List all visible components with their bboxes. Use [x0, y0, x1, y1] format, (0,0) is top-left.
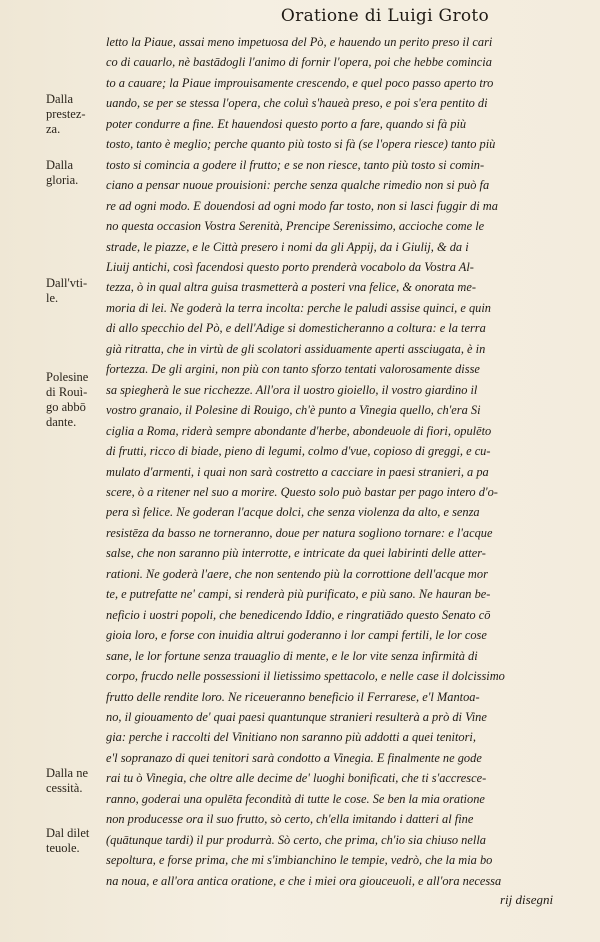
body-line: co di cauarlo, nè bastādogli l'animo di fornir l'opera, poi che hebbe comincia [106, 55, 492, 70]
body-line: pera sì felice. Ne goderan l'acque dolci, che senza violenza da alto, e senza [106, 505, 480, 520]
body-line: sane, le lor fortune senza trauaglio di mente, e le lor vite senza infirmità di [106, 648, 478, 663]
body-line: ciano a pensar nuoue prouisioni: perche senza qualche rimedio non si può fa [106, 178, 490, 193]
body-line: no questa occasion Vostra Serenità, Prencipe Serenissimo, accioche come le [106, 219, 485, 234]
body-line: na noua, e all'ora antica oratione, e che i miei ora giouceuoli, e all'ora necessa [106, 873, 502, 888]
body-line: di frutti, ricco di biade, pieno di legumi, colmo d'vue, copioso di greggi, e cu- [106, 444, 491, 459]
body-line: ranno, goderai una opulēta fecondità di tutte le cose. Se ben la mia oratione [106, 791, 485, 806]
body-line: moria di lei. Ne goderà la terra incolta: perche le paludi assise quinci, e quin [106, 300, 491, 315]
margin-note-line: gloria. [46, 173, 79, 187]
margin-note-line: za. [46, 122, 61, 136]
margin-note-utile [46, 276, 106, 306]
margin-note-line: dante. [46, 415, 77, 429]
body-line: poter condurre a fine. Et hauendosi questo porto a fare, quando si fà più [106, 116, 467, 131]
body-line: frutto delle rendite loro. Ne riceueranno beneficio il Ferrarese, e'l Mantoa- [106, 689, 480, 704]
body-line: già ritratta, che in virtù de gli scolatori assiduamente aperti assciugata, è in [106, 341, 486, 356]
margin-note-line: Dalla [46, 92, 74, 106]
body-text [106, 32, 594, 891]
body-line: fortezza. De gli argini, non più con tanto sforzo tentati valorosamente disse [106, 362, 480, 377]
margin-note-line: Dall'vti- [46, 276, 88, 290]
margin-note-line: Polesine [46, 370, 89, 384]
margin-note-line: cessità. [46, 781, 83, 795]
body-line: gioia loro, e forse con inuidia altrui goderanno i lor campi fertili, le lor cose [106, 628, 487, 643]
body-line: tosto si comincia a godere il frutto; e se non riesce, tanto più tosto si comin- [106, 157, 485, 172]
body-line: non producesse ora il suo frutto, sò certo, ch'ella imitando i datteri al fine [106, 812, 474, 827]
body-line: uando, se per se stessa l'opera, che coluì s'haueà preso, e poi s'era pentito di [106, 96, 488, 111]
body-line: scere, ò a ritener nel suo a morire. Questo solo può bastar per pago intero d'o- [106, 484, 498, 499]
margin-note-prestezza [46, 92, 106, 137]
margin-note-polesine [46, 370, 106, 430]
margin-note-line: Dal dilet [46, 826, 90, 840]
body-line: strade, le piazze, e le Città presero i nomi da gli Appij, da i Giulij, & da i [106, 239, 469, 254]
body-line: neficio i uostri popoli, che benedicendo Iddio, e ringratiādo questo Senato cō [106, 607, 491, 622]
body-line: rai tu ò Vinegia, che oltre alle decime de' luoghi bonificati, che ti s'accresce- [106, 771, 487, 786]
body-line: te, e putrefatte ne' campi, si renderà più purificato, e più sano. Ne hauran be- [106, 587, 491, 602]
body-line: salse, che non saranno più interrotte, e intricate da quei labirinti delle atter- [106, 546, 486, 561]
body-line: gia: perche i raccolti del Vinitiano non saranno più addotti a quei tenitori, [106, 730, 476, 745]
margin-note-line: teuole. [46, 841, 80, 855]
body-line: sepoltura, e forse prima, che mi s'imbianchino le tempie, vedrò, che la mia bo [106, 853, 493, 868]
body-line: sa spiegherà le sue ricchezze. All'ora il uostro gioiello, il vostro giardino il [106, 382, 478, 397]
body-line: rationi. Ne goderà l'aere, che non sentendo più la corrottione dell'acque mor [106, 566, 488, 581]
body-line: no, il giouamento de' quai paesi quantunque stranieri resulterà a prò di Vine [106, 709, 487, 724]
body-line: ciglia a Roma, riderà sempre abondante d'herbe, abondeuole di fiori, opulēto [106, 423, 492, 438]
body-line: letto la Piaue, assai meno impetuosa del Pò, e hauendo un perito preso il cari [106, 35, 493, 49]
body-line: di allo specchio del Pò, e dell'Adige si domesticheranno a coltura: e la terra [106, 321, 486, 336]
margin-note-gloria [46, 158, 106, 188]
body-line: e'l sopranazo di quei tenitori sarà condotto a Vinegia. E finalmente ne gode [106, 750, 482, 765]
body-line: mulato d'armenti, i quai non sarà costretto a cacciare in paesi stranieri, a pa [106, 464, 489, 479]
margin-note-line: prestez- [46, 107, 86, 121]
margin-note-dilettevole [46, 826, 106, 856]
body-line: resistēza da basso ne torneranno, doue per natura sogliono tornare: e l'acque [106, 525, 493, 540]
margin-note-line: go abbō [46, 400, 86, 414]
body-line: (quātunque tardi) il pur produrrà. Sò certo, che prima, ch'io sia chiuso nella [106, 832, 486, 847]
catchword: rij disegni [500, 892, 554, 907]
body-line: tezza, ò in qual altra guisa trasmetterà a posteri vna felice, & onorata me- [106, 280, 476, 295]
page-header-title: Oratione di Luigi Groto [280, 6, 490, 26]
body-line: tosto, tanto è meglio; perche quanto più tosto si fà (se l'opera riesce) tanto più [106, 137, 496, 152]
margin-note-line: le. [46, 291, 59, 305]
body-line: Liuij antichi, così facendosi questo porto prenderà vocabolo da Vostra Al- [106, 259, 474, 274]
body-line: vostro granaio, il Polesine di Rouigo, ch'è punto a Vinegia quello, ch'era Si [106, 403, 481, 418]
body-line: corpo, frucdo nelle possessioni il lietissimo spettacolo, e nelle case il dolcissimo [106, 669, 505, 684]
margin-note-line: Dalla [46, 158, 74, 172]
margin-note-line: Dalla ne [46, 766, 88, 780]
body-line: to a cauare; la Piaue improuisamente crescendo, e quel poco passo aperto tro [106, 75, 494, 90]
margin-note-necessita [46, 766, 106, 796]
margin-note-line: di Rouì- [46, 385, 88, 399]
body-line: re ad ogni modo. E douendosi ad ogni modo far tosto, non si lasci fuggir di ma [106, 198, 498, 213]
